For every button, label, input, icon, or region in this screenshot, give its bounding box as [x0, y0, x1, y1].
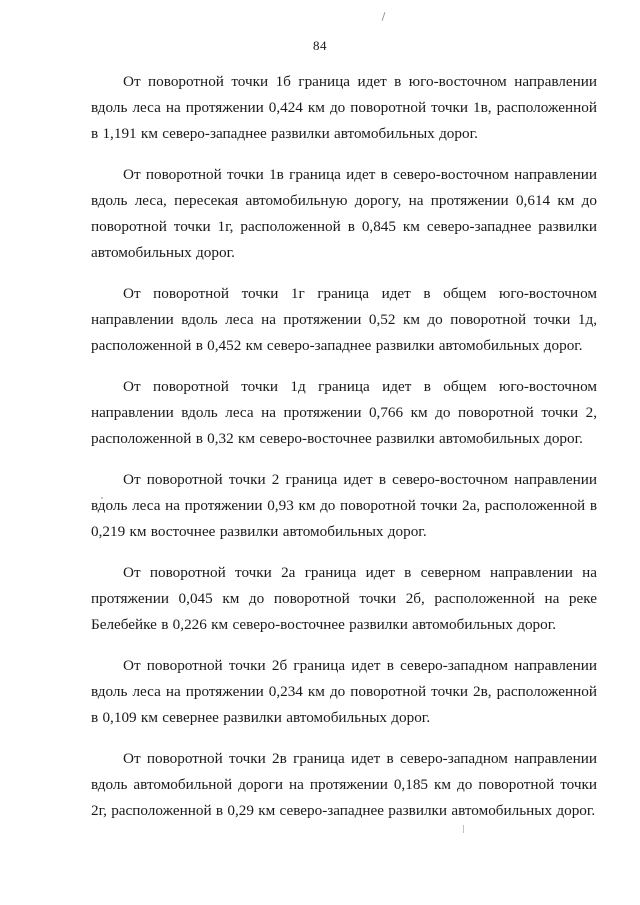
document-body [91, 69, 597, 839]
paragraph: От поворотной точки 1д граница идет в общем юго-восточном направлении вдоль леса на протяжении 0,766 км до поворотной точки 2, расположенной в 0,32 км северо-восточнее развилки автомобильных дорог. [91, 378, 597, 447]
paragraph: От поворотной точки 1г граница идет в общем юго-восточном направлении вдоль леса на протяжении 0,52 км до поворотной точки 1д, расположенной в 0,452 км северо-западнее развилки автомобильных дорог. [91, 285, 597, 354]
paragraph: От поворотной точки 2 граница идет в северо-восточном направлении вдоль леса на протяжении 0,93 км до поворотной точки 2а, расположенной в 0,219 км восточнее развилки автомобильных дорог. [91, 471, 597, 540]
page-number: 84 [313, 38, 327, 53]
paragraph: От поворотной точки 1б граница идет в юго-восточном направлении вдоль леса на протяжении 0,424 км до поворотной точки 1в, расположенной в 1,191 км северо-западнее развилки автомобильных дорог. [91, 73, 597, 142]
paragraph: От поворотной точки 2б граница идет в северо-западном направлении вдоль леса на протяжении 0,234 км до поворотной точки 2в, расположенной в 0,109 км севернее развилки автомобильных дорог. [91, 657, 597, 726]
paragraph: От поворотной точки 2а граница идет в северном направлении на протяжении 0,045 км до поворотной точки 2б, расположенной на реке Белебейке в 0,226 км северо-восточнее развилки автомобильных дорог. [91, 564, 597, 633]
paragraph: От поворотной точки 2в граница идет в северо-западном направлении вдоль автомобильной дороги на протяжении 0,185 км до поворотной точки 2г, расположенной в 0,29 км северо-западнее развилки автомобильных дорог. [91, 750, 597, 819]
scan-mark [382, 12, 386, 21]
paragraph: От поворотной точки 1в граница идет в северо-восточном направлении вдоль леса, пересекая автомобильную дорогу, на протяжении 0,614 км до поворотной точки 1г, расположенной в 0,845 км северо-западнее развилки автомобильных дорог. [91, 166, 597, 261]
